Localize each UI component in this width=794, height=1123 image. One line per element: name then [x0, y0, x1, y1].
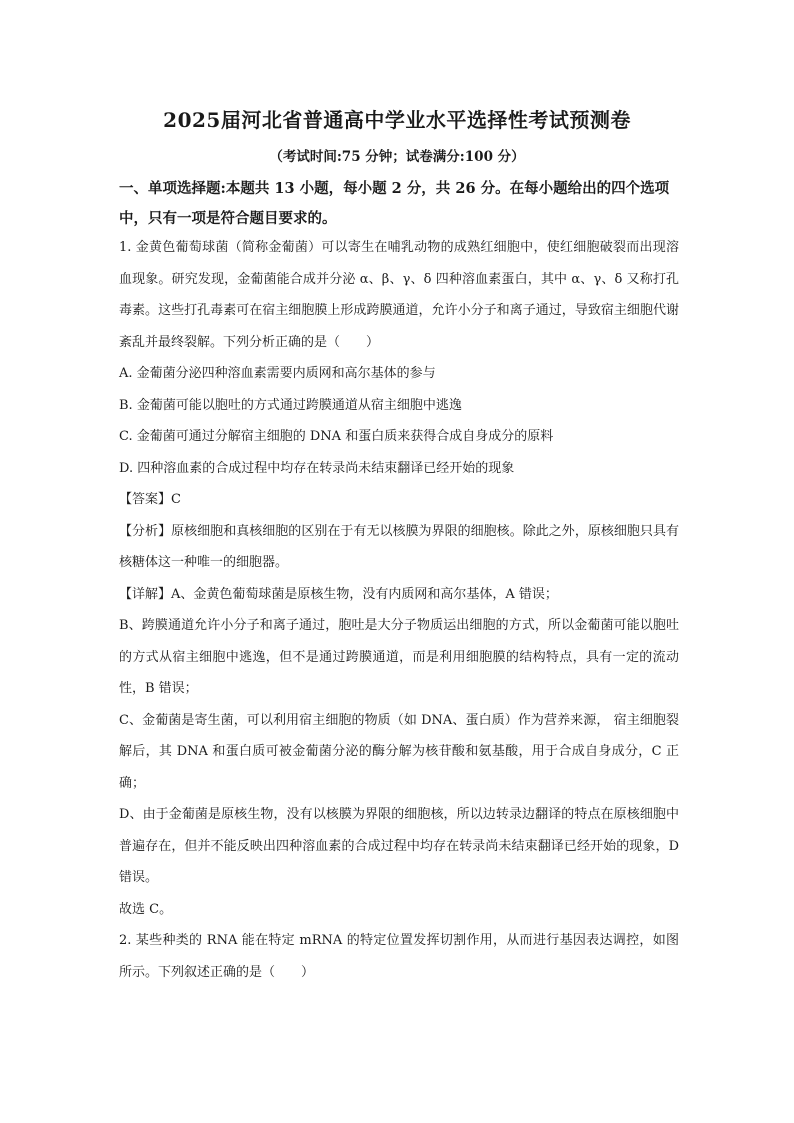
section-heading: 一、单项选择题:本题共 13 小题，每小题 2 分，共 26 分。在每小题给出的四个选项中，只有一项是符合题目要求的。	[119, 180, 670, 227]
detail-paragraph-d: D、由于金葡菌是原核生物，没有以核膜为界限的细胞核，所以边转录边翻译的特点在原核细胞中普遍存在，但并不能反映出四种溶血素的合成过程中均存在转录尚未结束翻译已经开始的现象，D 错误。	[119, 807, 679, 885]
question-1-option-d: D. 四种溶血素的合成过程中均存在转录尚未结束翻译已经开始的现象	[119, 460, 515, 476]
conclusion-line: 故选 C。	[119, 901, 173, 917]
exam-subtitle: （考试时间:75 分钟；试卷满分:100 分）	[269, 149, 525, 165]
question-2-stem: 2. 某些种类的 RNA 能在特定 mRNA 的特定位置发挥切割作用，从而进行基因表达调控，如图所示。下列叙述正确的是（ ）	[119, 933, 679, 980]
question-1-option-c: C. 金葡菌可通过分解宿主细胞的 DNA 和蛋白质来获得合成自身成分的原料	[119, 429, 554, 444]
detail-paragraph-a: 【详解】A、金黄色葡萄球菌是原核生物，没有内质网和高尔基体，A 错误；	[119, 586, 558, 602]
exam-title: 2025届河北省普通高中学业水平选择性考试预测卷	[163, 108, 631, 132]
detail-paragraph-c: C、金葡菌是寄生菌，可以利用宿主细胞的物质（如 DNA、蛋白质）作为营养来源， 宿主细胞裂解后，其 DNA 和蛋白质可被金葡菌分泌的酶分解为核苷酸和氨基酸，用于合成自身成分，C 正确；	[119, 712, 679, 791]
question-1-stem: 1. 金黄色葡萄球菌（简称金葡菌）可以寄生在哺乳动物的成熟红细胞中，使红细胞破裂而出现溶血现象。研究发现，金葡菌能合成并分泌 α、β、γ、δ 四种溶血素蛋白，其中 α、γ、δ 又称打孔毒素。这些打孔毒素可在宿主细胞膜上形成跨膜通道，允许小分子和离子通过，导致宿主细胞代谢紊乱并最终裂解。下列分析正确的是（ ）	[119, 240, 679, 350]
detail-paragraph-b: B、跨膜通道允许小分子和离子通过，胞吐是大分子物质运出细胞的方式，所以金葡菌可能以胞吐的方式从宿主细胞中逃逸，但不是通过跨膜通道，而是利用细胞膜的结构特点，具有一定的流动性，B 错误；	[119, 618, 679, 696]
question-1-option-b: B. 金葡菌可能以胞吐的方式通过跨膜通道从宿主细胞中逃逸	[119, 397, 462, 413]
question-1-option-a: A. 金葡菌分泌四种溶血素需要内质网和高尔基体的参与	[119, 366, 436, 381]
answer-line: 【答案】C	[119, 492, 181, 507]
analysis-paragraph: 【分析】原核细胞和真核细胞的区别在于有无以核膜为界限的细胞核。除此之外，原核细胞只具有核糖体这一种唯一的细胞器。	[119, 523, 679, 570]
question-body	[119, 232, 679, 988]
